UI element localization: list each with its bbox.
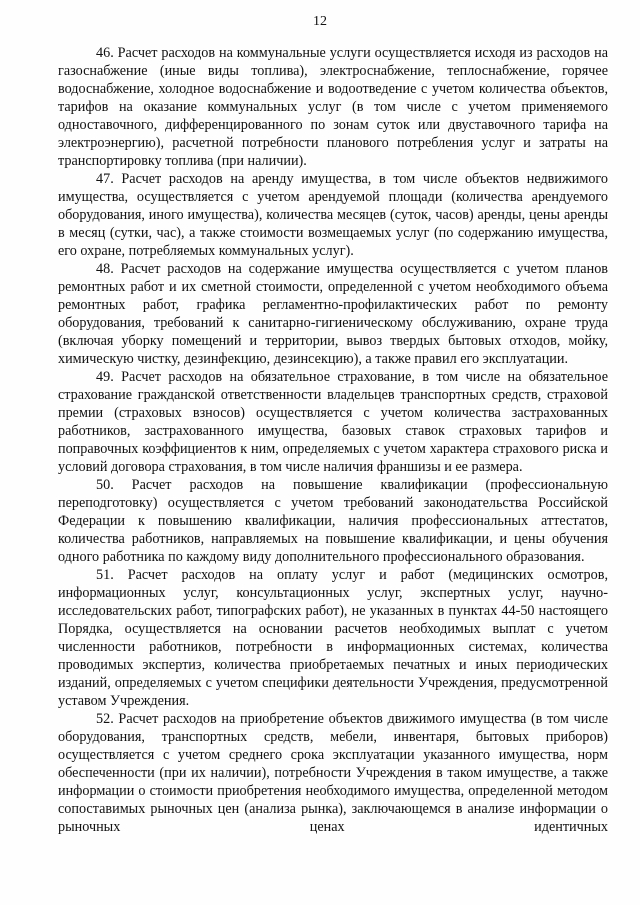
paragraph-47: 47. Расчет расходов на аренду имущества, в том числе объектов недвижимого имущества, осуществляется с учетом арендуемой площади (количества арендуемого оборудования, иного имущества), количества месяцев (суток, часов) аренды, цены аренды в месяц (сутки, час), а также стоимости возмещаемых услуг (по содержанию имущества, его охране, потребляемых коммунальных услуг). <box>58 171 608 259</box>
document-body <box>58 44 608 836</box>
paragraph-48: 48. Расчет расходов на содержание имущества осуществляется с учетом планов ремонтных работ и их сметной стоимости, определенной с учетом необходимого объема ремонтных работ, графика регламентно-профилактических работ по ремонту оборудования, требований к санитарно-гигиеническому обслуживанию, охране труда (включая уборку помещений и территории, вывоз твердых бытовых отходов, мойку, химическую чистку, дезинфекцию, дезинсекцию), а также правил его эксплуатации. <box>58 261 608 367</box>
paragraph-46: 46. Расчет расходов на коммунальные услуги осуществляется исходя из расходов на газоснабжение (иные виды топлива), электроснабжение, теплоснабжение, горячее водоснабжение, холодное водоснабжение и водоотведение с учетом количества объектов, тарифов на оказание коммунальных услуг (в том числе с учетом применяемого одноставочного, дифференцированного по зонам суток или двуставочного тарифа на электроэнергию), расчетной потребности планового потребления услуг и затраты на транспортировку топлива (при наличии). <box>58 45 608 169</box>
paragraph-52: 52. Расчет расходов на приобретение объектов движимого имущества (в том числе оборудования, транспортных средств, мебели, инвентаря, бытовых приборов) осуществляется с учетом среднего срока эксплуатации указанного имущества, норм обеспеченности (при их наличии), потребности Учреждения в таком имуществе, а также информации о стоимости приобретения необходимого имущества, определенной методом сопоставимых рыночных цен (анализа рынка), заключающемся в анализе информации о рыночных ценах идентичных <box>58 711 608 835</box>
paragraph-50: 50. Расчет расходов на повышение квалификации (профессиональную переподготовку) осуществляется с учетом требований законодательства Российской Федерации к повышению квалификации, наличия профессиональных аттестатов, количества работников, направляемых на повышение квалификации, и цены обучения одного работника по каждому виду дополнительного профессионального образования. <box>58 477 608 565</box>
page-number: 12 <box>313 14 327 29</box>
paragraph-49: 49. Расчет расходов на обязательное страхование, в том числе на обязательное страхование гражданской ответственности владельцев транспортных средств, страховой премии (страховых взносов) осуществляется с учетом количества застрахованных работников, застрахованного имущества, базовых ставок страховых тарифов и поправочных коэффициентов к ним, определяемых с учетом характера страхового риска и условий договора страхования, в том числе наличия франшизы и ее размера. <box>58 369 608 475</box>
paragraph-51: 51. Расчет расходов на оплату услуг и работ (медицинских осмотров, информационных услуг, консультационных услуг, экспертных услуг, научно-исследовательских работ, типографских работ), не указанных в пунктах 44-50 настоящего Порядка, осуществляется на основании расчетов необходимых выплат с учетом численности работников, потребности в информационных системах, количества проводимых экспертиз, количества приобретаемых печатных и иных периодических изданий, определяемых с учетом специфики деятельности Учреждения, предусмотренной уставом Учреждения. <box>58 567 608 709</box>
